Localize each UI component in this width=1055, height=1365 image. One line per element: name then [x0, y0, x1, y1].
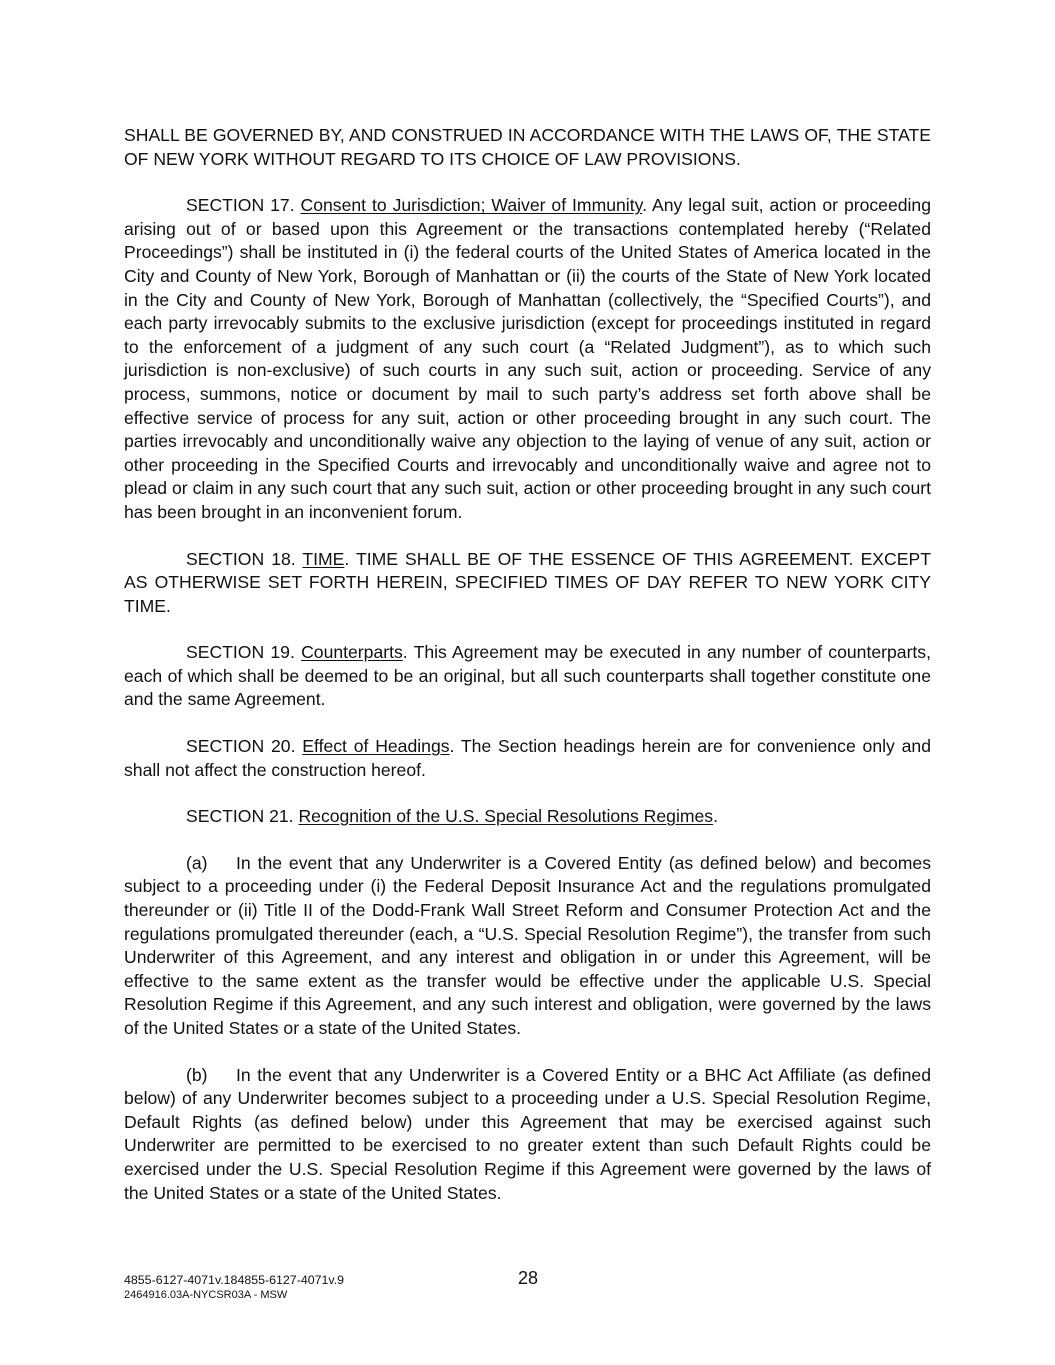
section-21b-body: In the event that any Underwriter is a Covered Entity or a BHC Act Affiliate (as defined below) of any Underwriter becomes subject to a proceeding under a U.S. Special Resolution Regime, Default Rights (as defined below) under this Agreement that may be exercised against such Underwriter are permitted to be exercised to no greater extent than such Default Rights could be exercised under the U.S. Special Resolution Regime if this Agreement were governed by the laws of the United States or a state of the United States. [124, 1064, 931, 1203]
section-21a-label: (a) [186, 852, 208, 873]
section-21b-paragraph [124, 1064, 931, 1206]
section-20-body: The Section headings herein are for convenience only and shall not affect the construction hereof. [124, 736, 931, 780]
section-20-heading: Effect of Headings [302, 736, 450, 757]
section-19-number: SECTION 19. [186, 642, 295, 663]
section-20-number: SECTION 20. [186, 736, 296, 757]
footer-document-ref: 2464916.03A-NYCSR03A - MSW [124, 1289, 288, 1301]
section-19-heading: Counterparts [301, 642, 403, 663]
document-body [124, 124, 931, 1228]
section-21-paragraph: SECTION 21. Recognition of the U.S. Special Resolutions Regimes. [186, 806, 718, 827]
section-19-body: This Agreement may be executed in any number of counterparts, each of which shall be deemed to be an original, but all such counterparts shall together constitute one and the same Agreement. [124, 642, 931, 710]
section-20-paragraph: SECTION 20. Effect of Headings. The Section headings herein are for convenience only and shall not affect the construction hereof. [124, 736, 931, 780]
section-18-number: SECTION 18. [186, 548, 296, 569]
section-19-paragraph: SECTION 19. Counterparts. This Agreement may be executed in any number of counterparts, each of which shall be deemed to be an original, but all such counterparts shall together constitute one and the same Agreement. [124, 642, 931, 710]
section-18-body: TIME SHALL BE OF THE ESSENCE OF THIS AGREEMENT. EXCEPT AS OTHERWISE SET FORTH HEREIN, SPECIFIED TIMES OF DAY REFER TO NEW YORK CITY TIME. [124, 548, 931, 616]
section-21b-label: (b) [186, 1064, 208, 1085]
page-number: 28 [518, 1268, 539, 1288]
section-17-body: Any legal suit, action or proceeding arising out of or based upon this Agreement or the transactions contemplated hereby (“Related Proceedings”) shall be instituted in (i) the federal courts of the United States of America located in the City and County of New York, Borough of Manhattan or (ii) the courts of the State of New York located in the City and County of New York, Borough of Manhattan (collectively, the “Specified Courts”), and each party irrevocably submits to the exclusive jurisdiction (except for proceedings instituted in regard to the enforcement of a judgment of any such court (a “Related Judgment”), as to which such jurisdiction is non-exclusive) of such courts in any such suit, action or proceeding. Service of any process, summons, notice or document by mail to such party’s address set forth above shall be effective service of process for any suit, action or other proceeding brought in any such court. The parties irrevocably and unconditionally waive any objection to the laying of venue of any suit, action or other proceeding in the Specified Courts and irrevocably and unconditionally waive and agree not to plead or claim in any such court that any such suit, action or other proceeding brought in any such court has been brought in an inconvenient forum. [124, 195, 931, 522]
footer-document-id: 4855-6127-4071v.184855-6127-4071v.9 [124, 1273, 344, 1287]
intro-paragraph [124, 124, 931, 171]
page-footer [124, 1268, 931, 1308]
intro-text: SHALL BE GOVERNED BY, AND CONSTRUED IN ACCORDANCE WITH THE LAWS OF, THE STATE OF NEW YORK WITHOUT REGARD TO ITS CHOICE OF LAW PROVISIONS. [124, 125, 931, 169]
section-21-number: SECTION 21. [186, 806, 294, 827]
section-18-heading: TIME [302, 548, 345, 569]
section-18-paragraph: SECTION 18. TIME. TIME SHALL BE OF THE ESSENCE OF THIS AGREEMENT. EXCEPT AS OTHERWISE SET FORTH HEREIN, SPECIFIED TIMES OF DAY REFER TO NEW YORK CITY TIME. [124, 548, 931, 616]
section-17-heading: Consent to Jurisdiction; Waiver of Immunity [300, 195, 643, 216]
section-21-heading: Recognition of the U.S. Special Resolutions Regimes [298, 806, 714, 827]
section-17-number: SECTION 17. [186, 195, 295, 216]
section-21a-body: In the event that any Underwriter is a Covered Entity (as defined below) and becomes subject to a proceeding under (i) the Federal Deposit Insurance Act and the regulations promulgated thereunder or (ii) Title II of the Dodd-Frank Wall Street Reform and Consumer Protection Act and the regulations promulgated thereunder (each, a “U.S. Special Resolution Regime”), the transfer from such Underwriter of this Agreement, and any interest and obligation in or under this Agreement, will be effective to the same extent as the transfer would be effective under the applicable U.S. Special Resolution Regime if this Agreement, and any such interest and obligation, were governed by the laws of the United States or a state of the United States. [124, 852, 931, 1038]
section-21a-paragraph [124, 852, 931, 1041]
section-17-paragraph: SECTION 17. Consent to Jurisdiction; Waiver of Immunity. Any legal suit, action or proceeding arising out of or based upon this Agreement or the transactions contemplated hereby (“Related Proceedings”) shall be instituted in (i) the federal courts of the United States of America located in the City and County of New York, Borough of Manhattan or (ii) the courts of the State of New York located in the City and County of New York, Borough of Manhattan (collectively, the “Specified Courts”), and each party irrevocably submits to the exclusive jurisdiction (except for proceedings instituted in regard to the enforcement of a judgment of any such court (a “Related Judgment”), as to which such jurisdiction is non-exclusive) of such courts in any such suit, action or proceeding. Service of any process, summons, notice or document by mail to such party’s address set forth above shall be effective service of process for any suit, action or other proceeding brought in any such court. The parties irrevocably and unconditionally waive any objection to the laying of venue of any suit, action or other proceeding in the Specified Courts and irrevocably and unconditionally waive and agree not to plead or claim in any such court that any such suit, action or other proceeding brought in any such court has been brought in an inconvenient forum. [124, 195, 931, 522]
